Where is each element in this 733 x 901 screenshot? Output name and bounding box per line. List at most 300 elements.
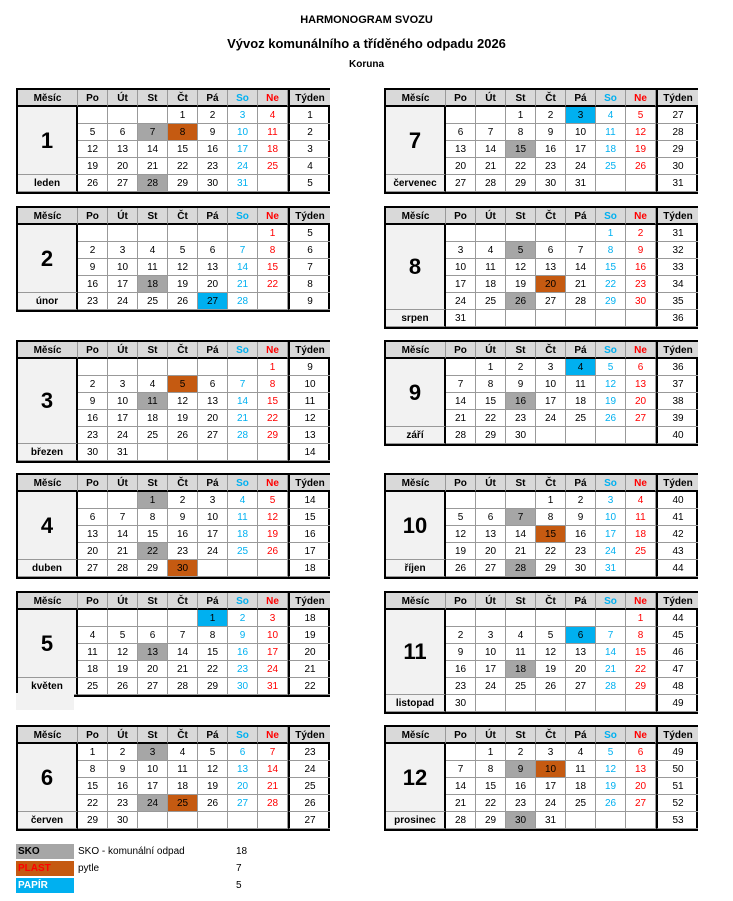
day-cell: 25 <box>626 543 656 560</box>
day-cell <box>506 225 536 242</box>
week-number: 29 <box>656 141 698 158</box>
day-cell: 23 <box>506 795 536 812</box>
day-cell: 7 <box>168 627 198 644</box>
day-cell: 27 <box>108 175 138 192</box>
day-cell: 12 <box>626 124 656 141</box>
header-7: Ne <box>258 475 288 492</box>
day-cell: 6 <box>446 124 476 141</box>
header-4: Čt <box>168 727 198 744</box>
header-8: Týden <box>656 208 698 225</box>
day-cell: 22 <box>626 661 656 678</box>
day-cell: 29 <box>476 427 506 444</box>
header-1: Po <box>446 727 476 744</box>
day-cell: 29 <box>476 812 506 829</box>
week-number: 11 <box>288 393 330 410</box>
month-calendar-6 <box>16 725 330 831</box>
week-number: 9 <box>288 359 330 376</box>
day-cell: 16 <box>168 526 198 543</box>
month-number: 6 <box>18 744 78 812</box>
day-cell: 23 <box>228 661 258 678</box>
day-cell: 14 <box>446 778 476 795</box>
day-cell: 26 <box>446 560 476 577</box>
month-calendar-11 <box>384 591 698 714</box>
header-7: Ne <box>258 208 288 225</box>
header-3: St <box>506 342 536 359</box>
day-cell: 13 <box>446 141 476 158</box>
week-number: 9 <box>288 293 330 310</box>
day-cell: 30 <box>78 444 108 461</box>
day-cell: 3 <box>138 744 168 761</box>
day-cell: 25 <box>78 678 108 695</box>
header-5: Pá <box>198 593 228 610</box>
day-cell <box>228 359 258 376</box>
day-cell: 13 <box>626 761 656 778</box>
day-cell: 10 <box>138 761 168 778</box>
day-cell: 1 <box>476 359 506 376</box>
day-cell <box>506 695 536 712</box>
header-1: Po <box>446 475 476 492</box>
day-cell: 11 <box>566 376 596 393</box>
day-cell: 21 <box>168 661 198 678</box>
day-cell: 24 <box>108 293 138 310</box>
day-cell: 29 <box>138 560 168 577</box>
day-cell <box>506 310 536 327</box>
day-cell <box>198 812 228 829</box>
day-cell: 18 <box>476 276 506 293</box>
week-number: 33 <box>656 259 698 276</box>
header-3: St <box>506 90 536 107</box>
header-3: St <box>138 475 168 492</box>
day-cell: 24 <box>446 293 476 310</box>
week-number: 34 <box>656 276 698 293</box>
month-name: březen <box>18 444 78 461</box>
day-cell: 12 <box>536 644 566 661</box>
week-number: 28 <box>656 124 698 141</box>
day-cell: 5 <box>108 627 138 644</box>
day-cell: 25 <box>258 158 288 175</box>
day-cell <box>446 225 476 242</box>
month-calendar-7 <box>384 88 698 194</box>
day-cell <box>228 812 258 829</box>
day-cell <box>536 310 566 327</box>
month-calendar-10 <box>384 473 698 579</box>
week-number: 40 <box>656 427 698 444</box>
day-cell: 7 <box>108 509 138 526</box>
day-cell: 21 <box>108 543 138 560</box>
day-cell: 17 <box>108 410 138 427</box>
day-cell: 15 <box>626 644 656 661</box>
day-cell: 23 <box>168 543 198 560</box>
day-cell: 8 <box>626 627 656 644</box>
day-cell: 16 <box>108 778 138 795</box>
day-cell: 15 <box>596 259 626 276</box>
day-cell: 28 <box>476 175 506 192</box>
month-name: červenec <box>386 175 446 192</box>
day-cell: 3 <box>108 376 138 393</box>
week-number: 12 <box>288 410 330 427</box>
day-cell: 19 <box>258 526 288 543</box>
week-number: 30 <box>656 158 698 175</box>
day-cell: 13 <box>108 141 138 158</box>
day-cell: 20 <box>476 543 506 560</box>
day-cell: 7 <box>566 242 596 259</box>
header-1: Po <box>78 90 108 107</box>
day-cell: 11 <box>596 124 626 141</box>
day-cell: 4 <box>596 107 626 124</box>
header-6: So <box>596 727 626 744</box>
day-cell: 27 <box>536 293 566 310</box>
day-cell: 24 <box>596 543 626 560</box>
day-cell: 31 <box>536 812 566 829</box>
header-1: Po <box>446 593 476 610</box>
day-cell: 15 <box>476 393 506 410</box>
week-number: 1 <box>288 107 330 124</box>
day-cell: 7 <box>258 744 288 761</box>
header-7: Ne <box>258 593 288 610</box>
day-cell: 19 <box>168 276 198 293</box>
day-cell: 23 <box>536 158 566 175</box>
day-cell: 26 <box>108 678 138 695</box>
day-cell: 11 <box>138 259 168 276</box>
header-2: Út <box>108 342 138 359</box>
header-7: Ne <box>258 90 288 107</box>
header-8: Týden <box>656 475 698 492</box>
header-6: So <box>228 727 258 744</box>
day-cell: 31 <box>566 175 596 192</box>
header-7: Ne <box>626 475 656 492</box>
day-cell: 25 <box>596 158 626 175</box>
week-number: 4 <box>288 158 330 175</box>
day-cell: 24 <box>566 158 596 175</box>
header-0: Měsíc <box>386 342 446 359</box>
day-cell: 1 <box>258 225 288 242</box>
day-cell: 13 <box>626 376 656 393</box>
legend-plast-label: pytle <box>78 863 100 874</box>
header-2: Út <box>108 208 138 225</box>
day-cell: 3 <box>536 359 566 376</box>
day-cell: 4 <box>258 107 288 124</box>
day-cell: 17 <box>566 141 596 158</box>
header-2: Út <box>108 727 138 744</box>
month-name: září <box>386 427 446 444</box>
day-cell: 8 <box>258 376 288 393</box>
day-cell: 14 <box>108 526 138 543</box>
day-cell <box>108 610 138 627</box>
day-cell: 25 <box>228 543 258 560</box>
legend-plast <box>16 860 256 877</box>
day-cell <box>476 695 506 712</box>
week-number: 32 <box>656 242 698 259</box>
day-cell: 4 <box>138 242 168 259</box>
month-name: říjen <box>386 560 446 577</box>
day-cell: 12 <box>446 526 476 543</box>
day-cell: 24 <box>536 410 566 427</box>
day-cell: 27 <box>626 795 656 812</box>
header-2: Út <box>108 475 138 492</box>
day-cell <box>138 107 168 124</box>
day-cell <box>258 560 288 577</box>
day-cell <box>138 225 168 242</box>
day-cell <box>108 492 138 509</box>
day-cell: 21 <box>228 276 258 293</box>
header-5: Pá <box>198 475 228 492</box>
place-name: Koruna <box>349 59 384 70</box>
day-cell: 5 <box>446 509 476 526</box>
header-0: Měsíc <box>386 593 446 610</box>
day-cell <box>78 492 108 509</box>
week-number: 36 <box>656 359 698 376</box>
day-cell: 9 <box>626 242 656 259</box>
day-cell: 5 <box>596 359 626 376</box>
header-7: Ne <box>258 727 288 744</box>
day-cell: 23 <box>78 293 108 310</box>
month-number: 10 <box>386 492 446 560</box>
day-cell <box>566 225 596 242</box>
day-cell: 7 <box>228 376 258 393</box>
day-cell: 28 <box>506 560 536 577</box>
day-cell: 27 <box>198 293 228 310</box>
day-cell: 30 <box>626 293 656 310</box>
day-cell: 20 <box>108 158 138 175</box>
header-3: St <box>506 475 536 492</box>
week-number: 18 <box>288 560 330 577</box>
legend-plast-swatch: PLAST <box>16 861 74 876</box>
day-cell: 3 <box>198 492 228 509</box>
day-cell: 4 <box>78 627 108 644</box>
header-4: Čt <box>168 475 198 492</box>
legend-sko-count: 18 <box>236 846 248 857</box>
week-number: 46 <box>656 644 698 661</box>
week-number: 38 <box>656 393 698 410</box>
day-cell: 10 <box>258 627 288 644</box>
day-cell: 20 <box>228 778 258 795</box>
day-cell <box>168 359 198 376</box>
day-cell: 6 <box>138 627 168 644</box>
week-number: 18 <box>288 610 330 627</box>
day-cell: 27 <box>476 560 506 577</box>
day-cell: 17 <box>108 276 138 293</box>
day-cell: 25 <box>566 795 596 812</box>
day-cell: 19 <box>168 410 198 427</box>
day-cell: 2 <box>78 376 108 393</box>
page-title: HARMONOGRAM SVOZU <box>300 14 433 26</box>
day-cell: 2 <box>566 492 596 509</box>
day-cell: 23 <box>566 543 596 560</box>
day-cell: 1 <box>258 359 288 376</box>
day-cell: 16 <box>506 778 536 795</box>
day-cell: 5 <box>596 744 626 761</box>
header-5: Pá <box>566 593 596 610</box>
header-4: Čt <box>168 593 198 610</box>
week-number: 16 <box>288 526 330 543</box>
day-cell: 9 <box>78 259 108 276</box>
day-cell: 18 <box>506 661 536 678</box>
day-cell: 6 <box>198 242 228 259</box>
header-2: Út <box>108 90 138 107</box>
day-cell: 24 <box>536 795 566 812</box>
day-cell: 9 <box>168 509 198 526</box>
day-cell: 10 <box>228 124 258 141</box>
day-cell: 15 <box>198 644 228 661</box>
header-1: Po <box>78 593 108 610</box>
day-cell: 8 <box>198 627 228 644</box>
day-cell: 26 <box>198 795 228 812</box>
day-cell: 3 <box>476 627 506 644</box>
day-cell: 24 <box>138 795 168 812</box>
day-cell: 2 <box>626 225 656 242</box>
day-cell: 15 <box>138 526 168 543</box>
day-cell <box>476 310 506 327</box>
day-cell <box>138 444 168 461</box>
header-1: Po <box>78 727 108 744</box>
day-cell: 25 <box>566 410 596 427</box>
day-cell: 15 <box>506 141 536 158</box>
day-cell: 16 <box>228 644 258 661</box>
day-cell <box>228 560 258 577</box>
header-6: So <box>596 593 626 610</box>
day-cell: 24 <box>476 678 506 695</box>
header-4: Čt <box>536 593 566 610</box>
day-cell: 4 <box>506 627 536 644</box>
day-cell: 11 <box>168 761 198 778</box>
month-name: květen <box>18 678 78 695</box>
day-cell: 27 <box>78 560 108 577</box>
day-cell <box>168 812 198 829</box>
day-cell: 13 <box>536 259 566 276</box>
month-calendar-4 <box>16 473 330 579</box>
day-cell: 1 <box>198 610 228 627</box>
day-cell: 27 <box>198 427 228 444</box>
header-2: Út <box>476 342 506 359</box>
day-cell: 21 <box>446 410 476 427</box>
day-cell: 13 <box>198 393 228 410</box>
day-cell: 12 <box>168 393 198 410</box>
month-number: 12 <box>386 744 446 812</box>
day-cell: 6 <box>228 744 258 761</box>
day-cell: 15 <box>476 778 506 795</box>
day-cell: 8 <box>258 242 288 259</box>
month-number: 1 <box>18 107 78 175</box>
day-cell: 4 <box>138 376 168 393</box>
day-cell: 7 <box>446 761 476 778</box>
header-8: Týden <box>288 593 330 610</box>
day-cell <box>506 610 536 627</box>
legend-sko <box>16 843 256 860</box>
day-cell: 13 <box>566 644 596 661</box>
day-cell: 11 <box>138 393 168 410</box>
header-1: Po <box>446 90 476 107</box>
week-number: 23 <box>288 744 330 761</box>
week-number: 52 <box>656 795 698 812</box>
day-cell: 5 <box>168 242 198 259</box>
day-cell: 6 <box>198 376 228 393</box>
day-cell: 26 <box>596 795 626 812</box>
day-cell: 19 <box>446 543 476 560</box>
day-cell: 14 <box>228 393 258 410</box>
header-4: Čt <box>168 342 198 359</box>
week-number: 43 <box>656 543 698 560</box>
week-number: 10 <box>288 376 330 393</box>
day-cell: 6 <box>566 627 596 644</box>
day-cell: 18 <box>78 661 108 678</box>
legend-sko-label: SKO - komunální odpad <box>78 846 185 857</box>
day-cell: 28 <box>108 560 138 577</box>
day-cell: 10 <box>536 376 566 393</box>
day-cell: 16 <box>78 276 108 293</box>
month-number: 5 <box>18 610 78 678</box>
day-cell: 29 <box>198 678 228 695</box>
day-cell: 22 <box>258 276 288 293</box>
day-cell: 20 <box>78 543 108 560</box>
day-cell: 16 <box>506 393 536 410</box>
day-cell: 30 <box>506 427 536 444</box>
day-cell: 20 <box>536 276 566 293</box>
day-cell: 11 <box>566 761 596 778</box>
day-cell: 15 <box>258 259 288 276</box>
day-cell: 23 <box>446 678 476 695</box>
week-number: 44 <box>656 610 698 627</box>
day-cell <box>536 225 566 242</box>
legend-papir-swatch: PAPÍR <box>16 878 74 893</box>
day-cell: 24 <box>108 427 138 444</box>
day-cell: 21 <box>228 410 258 427</box>
day-cell: 14 <box>446 393 476 410</box>
day-cell: 21 <box>138 158 168 175</box>
day-cell: 25 <box>506 678 536 695</box>
day-cell: 7 <box>506 509 536 526</box>
day-cell: 30 <box>198 175 228 192</box>
day-cell: 30 <box>566 560 596 577</box>
day-cell: 31 <box>446 310 476 327</box>
header-4: Čt <box>536 475 566 492</box>
day-cell: 17 <box>536 393 566 410</box>
header-6: So <box>596 475 626 492</box>
day-cell: 12 <box>78 141 108 158</box>
week-number: 25 <box>288 778 330 795</box>
month-calendar-5 <box>16 591 330 697</box>
day-cell: 13 <box>228 761 258 778</box>
header-3: St <box>506 593 536 610</box>
week-number: 51 <box>656 778 698 795</box>
header-6: So <box>228 208 258 225</box>
day-cell: 29 <box>626 678 656 695</box>
day-cell: 12 <box>258 509 288 526</box>
day-cell: 15 <box>536 526 566 543</box>
day-cell: 3 <box>108 242 138 259</box>
day-cell: 22 <box>506 158 536 175</box>
day-cell: 9 <box>198 124 228 141</box>
day-cell <box>108 225 138 242</box>
day-cell: 20 <box>566 661 596 678</box>
day-cell: 18 <box>138 410 168 427</box>
month-number: 9 <box>386 359 446 427</box>
day-cell: 22 <box>198 661 228 678</box>
day-cell: 20 <box>138 661 168 678</box>
header-0: Měsíc <box>386 90 446 107</box>
header-2: Út <box>476 208 506 225</box>
day-cell <box>566 427 596 444</box>
day-cell: 21 <box>476 158 506 175</box>
day-cell: 29 <box>536 560 566 577</box>
legend-sko-swatch: SKO <box>16 844 74 859</box>
day-cell: 16 <box>198 141 228 158</box>
day-cell: 20 <box>626 393 656 410</box>
day-cell: 28 <box>228 293 258 310</box>
header-3: St <box>138 593 168 610</box>
day-cell: 9 <box>228 627 258 644</box>
day-cell: 11 <box>626 509 656 526</box>
header-8: Týden <box>288 727 330 744</box>
